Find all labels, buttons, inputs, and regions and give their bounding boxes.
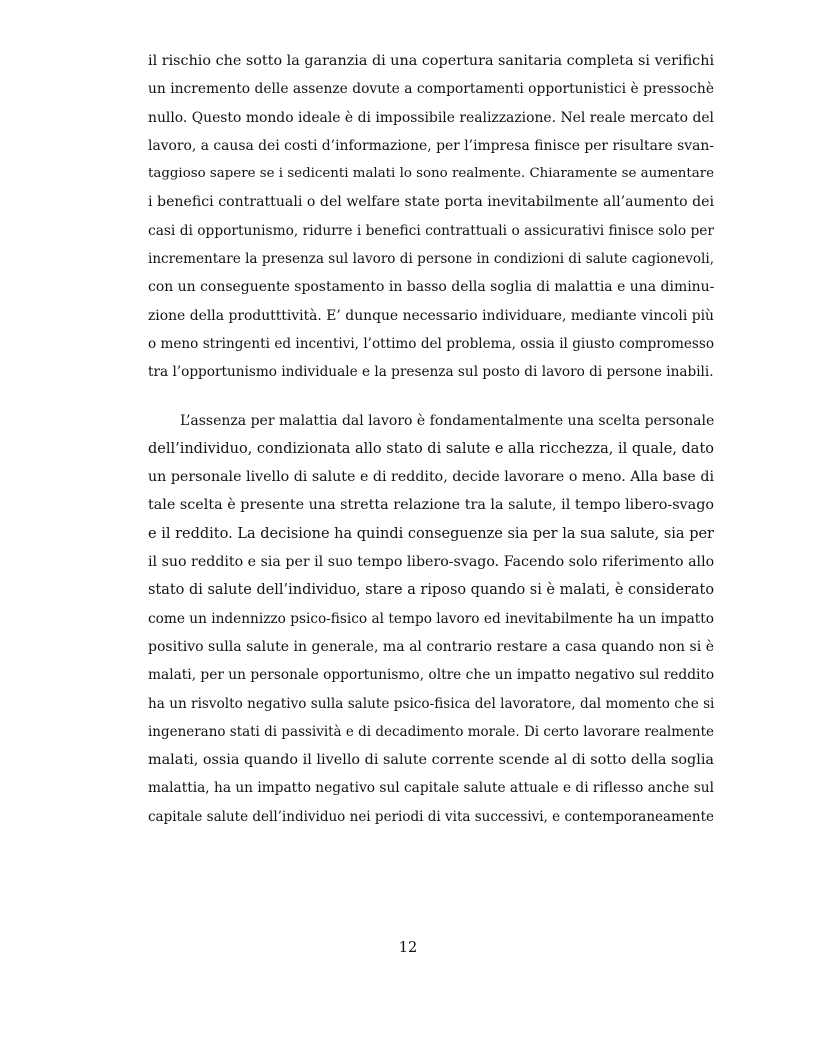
- text-line: dell’individuo, condizionata allo stato di salute e alla ricchezza, il quale, dato: [148, 440, 714, 457]
- text-line: incrementare la presenza sul lavoro di persone in condizioni di salute cagionevoli,: [148, 251, 714, 268]
- text-line: un incremento delle assenze dovute a comportamenti opportunistici è pressochè: [148, 81, 714, 98]
- text-line: tale scelta è presente una stretta relazione tra la salute, il tempo libero-svago: [148, 497, 714, 514]
- text-line: o meno stringenti ed incentivi, l’ottimo del problema, ossia il giusto compromesso: [148, 335, 714, 352]
- text-line: malati, per un personale opportunismo, oltre che un impatto negativo sul reddito: [148, 667, 715, 684]
- text-line: e il reddito. La decisione ha quindi conseguenze sia per la sua salute, sia per: [148, 525, 714, 542]
- text-line: come un indennizzo psico-fisico al tempo lavoro ed inevitabilmente ha un impatto: [148, 610, 714, 627]
- text-line: con un conseguente spostamento in basso della soglia di malattia e una diminu-: [148, 279, 715, 296]
- paragraph-2: [148, 407, 714, 831]
- text-line: ha un risvolto negativo sulla salute psico-fisica del lavoratore, dal momento che si: [148, 695, 715, 712]
- paragraph-spacer: [148, 387, 714, 407]
- text-line: i benefici contrattuali o del welfare state porta inevitabilmente all’aumento dei: [148, 194, 714, 211]
- text-line: stato di salute dell’individuo, stare a riposo quando si è malati, è considerato: [148, 582, 715, 599]
- text-line: ingenerano stati di passività e di decadimento morale. Di certo lavorare realmente: [148, 723, 714, 740]
- text-line: malati, ossia quando il livello di salute corrente scende al di sotto della soglia: [148, 752, 714, 769]
- text-line: L’assenza per malattia dal lavoro è fondamentalmente una scelta personale: [180, 412, 715, 429]
- paragraph-1: [148, 47, 714, 387]
- text-line: un personale livello di salute e di reddito, decide lavorare o meno. Alla base di: [148, 469, 714, 486]
- text-line: tra l’opportunismo individuale e la presenza sul posto di lavoro di persone inabili.: [148, 364, 714, 381]
- text-line: capitale salute dell’individuo nei periodi di vita successivi, e contemporaneamente: [148, 808, 714, 825]
- text-line: il suo reddito e sia per il suo tempo libero-svago. Facendo solo riferimento allo: [148, 554, 715, 571]
- text-line: taggioso sapere se i sedicenti malati lo sono realmente. Chiaramente se aumentare: [148, 166, 714, 182]
- text-line: lavoro, a causa dei costi d’informazione, per l’impresa finisce per risultare svan-: [148, 137, 714, 154]
- text-line: zione della produtttività. E’ dunque necessario individuare, mediante vincoli più: [148, 307, 714, 324]
- page-number: 12: [398, 939, 418, 956]
- text-line: casi di opportunismo, ridurre i benefici contrattuali o assicurativi finisce solo per: [148, 222, 714, 239]
- text-line: nullo. Questo mondo ideale è di impossibile realizzazione. Nel reale mercato del: [148, 109, 714, 126]
- text-line: malattia, ha un impatto negativo sul capitale salute attuale e di riflesso anche sul: [148, 780, 714, 797]
- body-text: [148, 47, 714, 831]
- text-line: il rischio che sotto la garanzia di una copertura sanitaria completa si verifichi: [148, 53, 715, 69]
- text-line: positivo sulla salute in generale, ma al contrario restare a casa quando non si è: [148, 638, 714, 655]
